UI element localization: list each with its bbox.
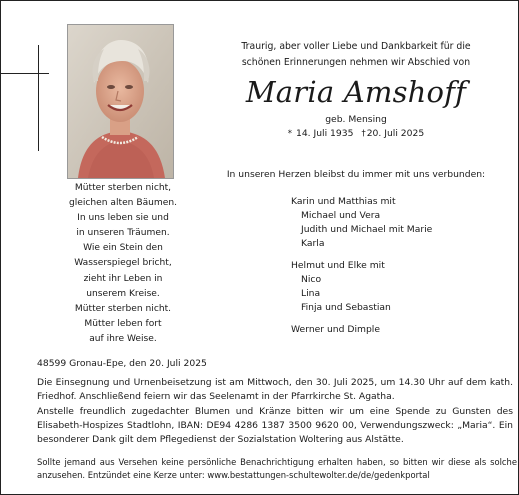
family-member: Michael und Vera — [301, 210, 381, 221]
death-cross-symbol: † — [361, 129, 366, 139]
deceased-name: Maria Amshoff — [245, 75, 467, 109]
mourners-list — [291, 195, 516, 337]
portrait-photo — [67, 24, 174, 179]
family-member: Lina — [301, 288, 321, 299]
poem-line: zieht ihr Leben in — [83, 273, 163, 284]
birth-symbol: * — [287, 129, 293, 139]
family-member: Judith und Michael mit Marie — [301, 224, 433, 235]
birth-date: 14. Juli 1935 — [295, 128, 354, 139]
family-head: Karin und Matthias mit — [291, 196, 396, 207]
intro-line-2: schönen Erinnerungen nehmen wir Abschied von — [241, 57, 471, 68]
poem-line: auf ihre Weise. — [89, 333, 157, 344]
poem-line: Mütter sterben nicht. — [74, 303, 172, 314]
poem-line: gleichen alten Bäumen. — [68, 198, 178, 209]
poem-line: Wie ein Stein den — [83, 243, 163, 254]
intro-line-1: Traurig, aber voller Liebe und Dankbarkeit für die — [241, 41, 471, 52]
cross-horizontal-bar — [1, 73, 49, 74]
poem-line: in unseren Träumen. — [76, 228, 170, 239]
family-member: Nico — [301, 274, 322, 285]
poem-line: In uns leben sie und — [77, 213, 169, 224]
ceremony-paragraph: Die Einsegnung und Urnenbeisetzung ist am Mittwoch, den 30. Juli 2025, um 14.30 Uhr auf dem kath. Friedhof. Anschließend feiern wir das Seelenamt in der Pfarrkirche St. Agatha. — [37, 377, 513, 402]
born-name: geb. Mensing — [325, 114, 387, 125]
cross-vertical-bar — [38, 45, 39, 151]
poem-line: Mütter leben fort — [84, 318, 162, 329]
intro-text — [201, 39, 511, 71]
poem-line: unserem Kreise. — [86, 288, 160, 299]
poem-line: Wasserspiegel bricht, — [74, 258, 172, 269]
poem — [41, 181, 205, 347]
family-member: Karla — [301, 238, 325, 249]
death-date: 20. Juli 2025 — [366, 128, 425, 139]
poem-line: Mütter sterben nicht, — [74, 183, 172, 193]
donation-paragraph: Anstelle freundlich zugedachter Blumen und Kränze bitten wir um eine Spende zu Gunsten des Elisabeth-Hospizes Stadtlohn, IBAN: DE94 4286 1387 3500 9620 00, Verwendungszweck: „Maria“. Ein besonderer Dank gilt dem Pflegedienst der Sozialstation Woltering aus Alstätte. — [37, 406, 513, 445]
family-member: Finja und Sebastian — [301, 302, 391, 313]
notice-paragraph: Sollte jemand aus Versehen keine persönliche Benachrichtigung erhalten haben, so bitten wir diese als solche anzusehen. Entzündet eine Kerze unter: www.bestattungen-schultewolter.de/de/gedenkportal — [37, 457, 517, 480]
place-and-date: 48599 Gronau-Epe, den 20. Juli 2025 — [37, 358, 207, 369]
family-head: Helmut und Elke mit — [291, 260, 385, 271]
family-head: Werner und Dimple — [291, 324, 380, 335]
life-dates — [201, 127, 511, 142]
motto: In unseren Herzen bleibst du immer mit uns verbunden: — [226, 169, 486, 180]
